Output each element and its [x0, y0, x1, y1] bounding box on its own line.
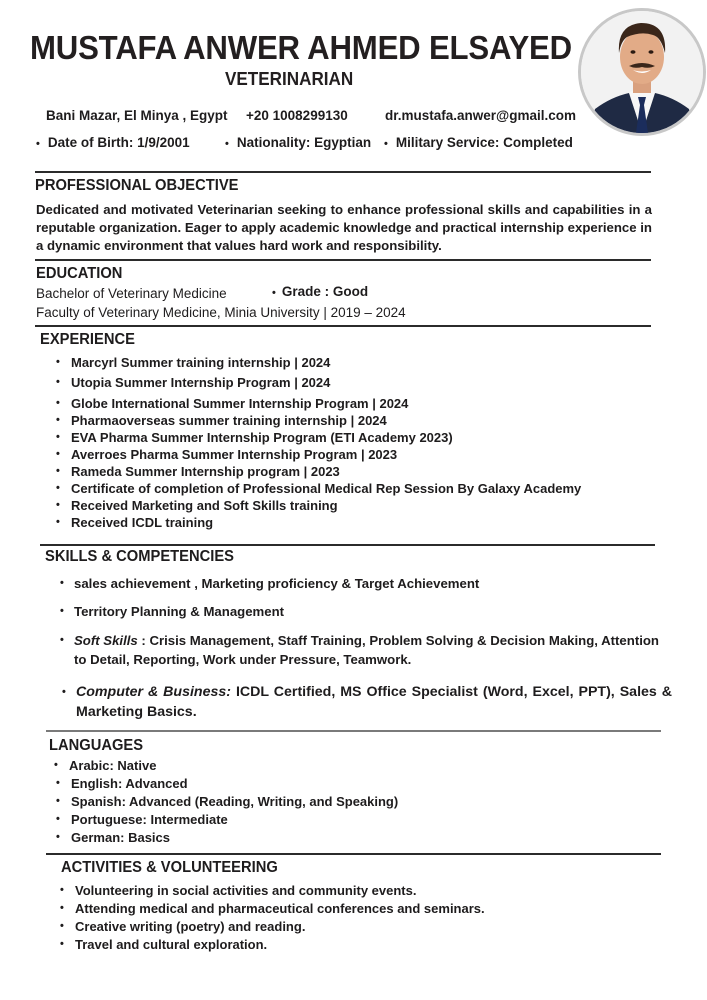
- skill-item: • Territory Planning & Management: [74, 602, 284, 621]
- experience-item: • Received ICDL training: [71, 515, 581, 532]
- contact-phone[interactable]: +20 1008299130: [246, 108, 348, 123]
- skill-label: Computer & Business:: [76, 684, 231, 700]
- experience-item: • Marcyrl Summer training internship | 2024: [71, 355, 581, 375]
- skill-label: Soft Skills: [74, 633, 138, 648]
- bullet-icon: •: [225, 138, 229, 150]
- skill-item: • sales achievement , Marketing proficiency & Target Achievement: [74, 574, 479, 593]
- info-military-text: Military Service: Completed: [395, 135, 573, 150]
- activity-item: • Travel and cultural exploration.: [75, 937, 485, 955]
- section-divider: [35, 325, 651, 327]
- experience-item: • Utopia Summer Internship Program | 2024: [71, 375, 581, 396]
- section-divider: [35, 171, 651, 173]
- activity-item: • Creative writing (poetry) and reading.: [75, 919, 485, 937]
- experience-item: • Pharmaoverseas summer training internship | 2024: [71, 413, 581, 430]
- skills-heading: SKILLS & COMPETENCIES: [45, 548, 234, 565]
- activities-list: [75, 883, 485, 955]
- education-grade: [272, 284, 368, 299]
- contact-email[interactable]: dr.mustafa.anwer@gmail.com: [385, 108, 576, 123]
- bullet-icon: •: [272, 287, 276, 299]
- experience-item: • Globe International Summer Internship Program | 2024: [71, 396, 581, 413]
- experience-item: • EVA Pharma Summer Internship Program (ETI Academy 2023): [71, 430, 581, 447]
- education-degree: Bachelor of Veterinary Medicine: [36, 286, 227, 301]
- skill-item-computer: [76, 682, 672, 722]
- language-item: • German: Basics: [71, 830, 398, 848]
- experience-item: • Received Marketing and Soft Skills training: [71, 498, 581, 515]
- experience-item: • Averroes Pharma Summer Internship Program | 2023: [71, 447, 581, 464]
- bullet-icon: •: [36, 138, 40, 150]
- job-title: VETERINARIAN: [225, 69, 354, 89]
- education-heading: EDUCATION: [36, 265, 123, 282]
- info-dob-text: Date of Birth: 1/9/2001: [47, 135, 190, 150]
- activity-item: • Attending medical and pharmaceutical conferences and seminars.: [75, 901, 485, 919]
- info-dob: [36, 135, 190, 150]
- info-nationality-text: Nationality: Egyptian: [236, 135, 372, 150]
- objective-text: Dedicated and motivated Veterinarian seeking to enhance professional skills and capabilities in a reputable organization. Eager to apply academic knowledge and practical internship experience in a dynamic environment that values hard work and responsibility.: [36, 202, 652, 253]
- profile-photo: [578, 8, 706, 136]
- language-item: • English: Advanced: [71, 776, 398, 794]
- languages-list: [69, 758, 399, 848]
- experience-list: [71, 355, 581, 532]
- bullet-icon: •: [384, 138, 388, 150]
- person-portrait-icon: [581, 11, 703, 133]
- experience-heading: EXPERIENCE: [40, 331, 135, 348]
- education-institution: Faculty of Veterinary Medicine, Minia University | 2019 – 2024: [36, 305, 406, 320]
- language-item: • Spanish: Advanced (Reading, Writing, and Speaking): [71, 794, 398, 812]
- section-divider: [46, 853, 661, 855]
- skill-item-soft-skills: [74, 631, 674, 669]
- info-military: [384, 135, 573, 150]
- language-item: • Arabic: Native: [69, 758, 396, 776]
- section-divider: [35, 259, 651, 261]
- objective-heading: PROFESSIONAL OBJECTIVE: [35, 177, 239, 194]
- skill-text: : Crisis Management, Staff Training, Problem Solving & Decision Making, Attention to Detail, Reporting, Work under Pressure, Teamwork.: [74, 633, 659, 667]
- candidate-name: MUSTAFA ANWER AHMED ELSAYED: [30, 30, 572, 67]
- education-grade-text: Grade : Good: [281, 284, 369, 299]
- activities-heading: ACTIVITIES & VOLUNTEERING: [61, 859, 278, 876]
- contact-location: Bani Mazar, El Minya , Egypt: [46, 108, 228, 123]
- section-divider: [46, 730, 661, 732]
- section-divider: [40, 544, 655, 546]
- languages-heading: LANGUAGES: [49, 737, 144, 754]
- skill-text: ICDL Certified, MS Office Specialist (Word, Excel, PPT), Sales & Marketing Basics.: [76, 684, 673, 720]
- experience-item: • Certificate of completion of Professional Medical Rep Session By Galaxy Academy: [71, 481, 581, 498]
- experience-item: • Rameda Summer Internship program | 2023: [71, 464, 581, 481]
- info-nationality: [225, 135, 371, 150]
- activity-item: • Volunteering in social activities and community events.: [75, 883, 485, 901]
- language-item: • Portuguese: Intermediate: [71, 812, 398, 830]
